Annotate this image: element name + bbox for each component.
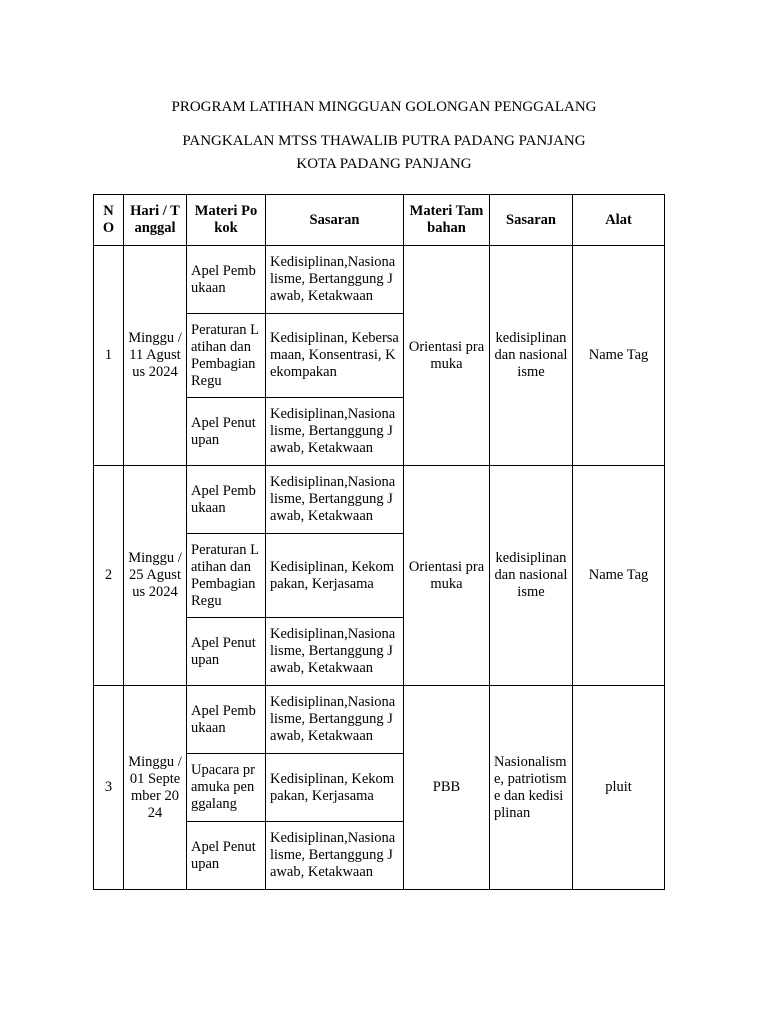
sasaran-cell: Kedisiplinan,Nasionalisme, Bertanggung Jawab, Ketakwaan: [266, 246, 404, 314]
sasaran-cell: Kedisiplinan, Kebersamaan, Konsentrasi, Kekompakan: [266, 314, 404, 398]
materi-pokok-cell: Apel Pembukaan: [187, 686, 266, 754]
table-row: [94, 246, 665, 314]
sasaran-cell: Kedisiplinan,Nasionalisme, Bertanggung Jawab, Ketakwaan: [266, 618, 404, 686]
sasaran-tambahan-cell: kedisiplinan dan nasionalisme: [490, 466, 573, 686]
materi-tambahan-cell: PBB: [404, 686, 490, 890]
document-subtitle-kota: KOTA PADANG PANJANG: [296, 156, 472, 172]
sasaran-cell: Kedisiplinan,Nasionalisme, Bertanggung Jawab, Ketakwaan: [266, 466, 404, 534]
header-materi-tambahan: Materi Tambahan: [404, 195, 490, 246]
program-table: [93, 194, 665, 890]
header-no: NO: [94, 195, 124, 246]
sasaran-cell: Kedisiplinan,Nasionalisme, Bertanggung Jawab, Ketakwaan: [266, 822, 404, 890]
materi-pokok-cell: Apel Pembukaan: [187, 246, 266, 314]
header-materi-pokok: Materi Pokok: [187, 195, 266, 246]
materi-pokok-cell: Peraturan Latihan dan Pembagian Regu: [187, 534, 266, 618]
sasaran-tambahan-cell: kedisiplinan dan nasionalisme: [490, 246, 573, 466]
materi-tambahan-cell: Orientasi pramuka: [404, 246, 490, 466]
materi-pokok-cell: Upacara pramuka penggalang: [187, 754, 266, 822]
sasaran-cell: Kedisiplinan,Nasionalisme, Bertanggung Jawab, Ketakwaan: [266, 686, 404, 754]
document-subtitle-pangkalan: PANGKALAN MTSS THAWALIB PUTRA PADANG PANJANG: [182, 133, 586, 149]
row-date: Minggu / 25 Agustus 2024: [124, 466, 187, 686]
table-row: [94, 686, 665, 754]
document-title: PROGRAM LATIHAN MINGGUAN GOLONGAN PENGGALANG: [171, 99, 597, 115]
materi-pokok-cell: Apel Penutupan: [187, 618, 266, 686]
header-sasaran: Sasaran: [266, 195, 404, 246]
table-header-row: [94, 195, 665, 246]
header-sasaran-tambahan: Sasaran: [490, 195, 573, 246]
header-hari-tanggal: Hari / Tanggal: [124, 195, 187, 246]
alat-cell: pluit: [573, 686, 665, 890]
alat-cell: Name Tag: [573, 246, 665, 466]
row-no: 3: [94, 686, 124, 890]
alat-cell: Name Tag: [573, 466, 665, 686]
materi-pokok-cell: Apel Penutupan: [187, 822, 266, 890]
materi-tambahan-cell: Orientasi pramuka: [404, 466, 490, 686]
table-row: [94, 466, 665, 534]
materi-pokok-cell: Apel Pembukaan: [187, 466, 266, 534]
sasaran-cell: Kedisiplinan, Kekompakan, Kerjasama: [266, 754, 404, 822]
sasaran-cell: Kedisiplinan,Nasionalisme, Bertanggung Jawab, Ketakwaan: [266, 398, 404, 466]
row-no: 1: [94, 246, 124, 466]
sasaran-cell: Kedisiplinan, Kekompakan, Kerjasama: [266, 534, 404, 618]
sasaran-tambahan-cell: Nasionalisme, patriotisme dan kedisiplinan: [490, 686, 573, 890]
header-alat: Alat: [573, 195, 665, 246]
row-date: Minggu / 11 Agustus 2024: [124, 246, 187, 466]
row-no: 2: [94, 466, 124, 686]
materi-pokok-cell: Apel Penutupan: [187, 398, 266, 466]
materi-pokok-cell: Peraturan Latihan dan Pembagian Regu: [187, 314, 266, 398]
row-date: Minggu / 01 September 2024: [124, 686, 187, 890]
